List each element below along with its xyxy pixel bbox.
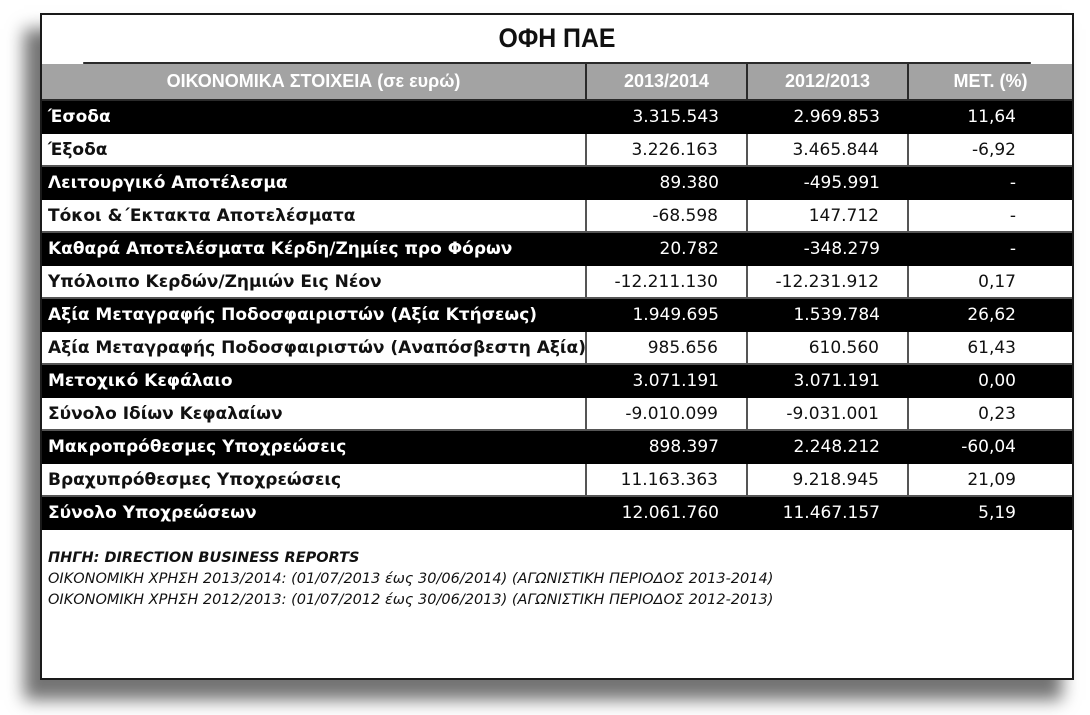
value-2013-2014: 3.071.191 bbox=[586, 364, 747, 397]
value-2012-2013: 1.539.784 bbox=[747, 298, 908, 331]
value-2013-2014: 898.397 bbox=[586, 430, 747, 463]
row-label: Καθαρά Αποτελέσματα Κέρδη/Ζημίες προ Φόρων bbox=[42, 232, 586, 265]
header-row bbox=[42, 64, 1072, 100]
footer-notes bbox=[42, 530, 1072, 611]
row-label: Αξία Μεταγραφής Ποδοσφαιριστών (Αναπόσβεστη Αξία) bbox=[42, 331, 586, 364]
row-label: Αξία Μεταγραφής Ποδοσφαιριστών (Αξία Κτήσεως) bbox=[42, 298, 586, 331]
table-row bbox=[42, 463, 1072, 496]
fiscal-year-note-1: ΟΙΚΟΝΟΜΙΚΗ ΧΡΗΣΗ 2013/2014: (01/07/2013 έως 30/06/2014) (ΑΓΩΝΙΣΤΙΚΗ ΠΕΡΙΟΔΟΣ 2013-2014) bbox=[48, 571, 774, 587]
value-2013-2014: 3.315.543 bbox=[586, 100, 747, 133]
change-pct: - bbox=[908, 199, 1072, 232]
table-row bbox=[42, 166, 1072, 199]
change-pct: -60,04 bbox=[908, 430, 1072, 463]
value-2013-2014: -12.211.130 bbox=[586, 265, 747, 298]
source-note: ΠΗΓΗ: DIRECTION BUSINESS REPORTS bbox=[48, 550, 360, 566]
table-row bbox=[42, 265, 1072, 298]
table-row bbox=[42, 133, 1072, 166]
row-label: Υπόλοιπο Κερδών/Ζημιών Εις Νέον bbox=[42, 265, 586, 298]
value-2012-2013: 147.712 bbox=[747, 199, 908, 232]
value-2012-2013: 11.467.157 bbox=[747, 496, 908, 529]
value-2013-2014: 89.380 bbox=[586, 166, 747, 199]
row-label: Λειτουργικό Αποτέλεσμα bbox=[42, 166, 586, 199]
value-2012-2013: 2.969.853 bbox=[747, 100, 908, 133]
value-2013-2014: 3.226.163 bbox=[586, 133, 747, 166]
change-pct: 0,00 bbox=[908, 364, 1072, 397]
value-2012-2013: -12.231.912 bbox=[747, 265, 908, 298]
table-row bbox=[42, 199, 1072, 232]
change-pct: 0,17 bbox=[908, 265, 1072, 298]
row-label: Βραχυπρόθεσμες Υποχρεώσεις bbox=[42, 463, 586, 496]
value-2012-2013: 3.465.844 bbox=[747, 133, 908, 166]
row-label: Τόκοι &΄Εκτακτα Αποτελέσματα bbox=[42, 199, 586, 232]
change-pct: 21,09 bbox=[908, 463, 1072, 496]
table-row bbox=[42, 232, 1072, 265]
financial-table bbox=[42, 64, 1072, 530]
header-change-pct: ΜΕΤ. (%) bbox=[908, 64, 1072, 100]
row-label: Μακροπρόθεσμες Υποχρεώσεις bbox=[42, 430, 586, 463]
table-row bbox=[42, 397, 1072, 430]
table-row bbox=[42, 430, 1072, 463]
table-row bbox=[42, 364, 1072, 397]
table-row bbox=[42, 298, 1072, 331]
value-2013-2014: -9.010.099 bbox=[586, 397, 747, 430]
value-2012-2013: 2.248.212 bbox=[747, 430, 908, 463]
row-label: Σύνολο Ιδίων Κεφαλαίων bbox=[42, 397, 586, 430]
value-2013-2014: 20.782 bbox=[586, 232, 747, 265]
row-label: Έξοδα bbox=[42, 133, 586, 166]
table-row bbox=[42, 100, 1072, 133]
table-row bbox=[42, 331, 1072, 364]
change-pct: - bbox=[908, 166, 1072, 199]
change-pct: 5,19 bbox=[908, 496, 1072, 529]
value-2012-2013: -348.279 bbox=[747, 232, 908, 265]
row-label: Μετοχικό Κεφάλαιο bbox=[42, 364, 586, 397]
change-pct: 11,64 bbox=[908, 100, 1072, 133]
financial-table-card bbox=[40, 13, 1074, 680]
row-label: Έσοδα bbox=[42, 100, 586, 133]
change-pct: - bbox=[908, 232, 1072, 265]
value-2012-2013: -9.031.001 bbox=[747, 397, 908, 430]
value-2012-2013: 3.071.191 bbox=[747, 364, 908, 397]
change-pct: 0,23 bbox=[908, 397, 1072, 430]
change-pct: -6,92 bbox=[908, 133, 1072, 166]
value-2013-2014: 12.061.760 bbox=[586, 496, 747, 529]
value-2012-2013: -495.991 bbox=[747, 166, 908, 199]
value-2013-2014: 11.163.363 bbox=[586, 463, 747, 496]
change-pct: 61,43 bbox=[908, 331, 1072, 364]
value-2012-2013: 9.218.945 bbox=[747, 463, 908, 496]
value-2012-2013: 610.560 bbox=[747, 331, 908, 364]
header-year-2012-2013: 2012/2013 bbox=[747, 64, 908, 100]
row-label: Σύνολο Υποχρεώσεων bbox=[42, 496, 586, 529]
value-2013-2014: 1.949.695 bbox=[586, 298, 747, 331]
change-pct: 26,62 bbox=[908, 298, 1072, 331]
header-year-2013-2014: 2013/2014 bbox=[586, 64, 747, 100]
fiscal-year-note-2: ΟΙΚΟΝΟΜΙΚΗ ΧΡΗΣΗ 2012/2013: (01/07/2012 έως 30/06/2013) (ΑΓΩΝΙΣΤΙΚΗ ΠΕΡΙΟΔΟΣ 2012-2013) bbox=[48, 592, 774, 608]
header-item: ΟΙΚΟΝΟΜΙΚΑ ΣΤΟΙΧΕΙΑ (σε ευρώ) bbox=[42, 64, 586, 100]
value-2013-2014: 985.656 bbox=[586, 331, 747, 364]
table-title: ΟΦΗ ΠΑΕ bbox=[83, 15, 1031, 64]
value-2013-2014: -68.598 bbox=[586, 199, 747, 232]
table-row bbox=[42, 496, 1072, 529]
